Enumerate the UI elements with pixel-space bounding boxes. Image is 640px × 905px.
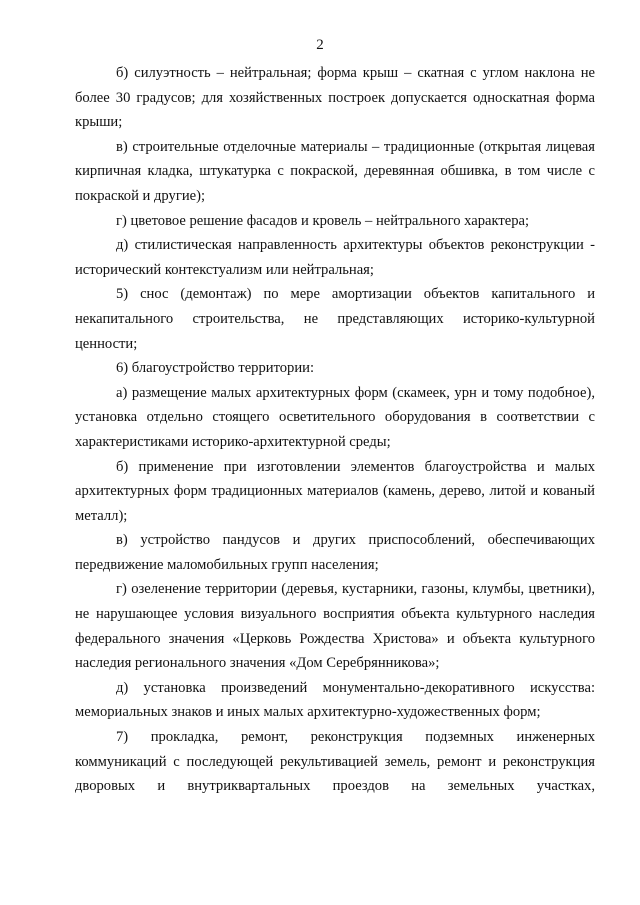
paragraph-v-ramps: в) устройство пандусов и других приспособлений, обеспечивающих передвижение маломобильных групп населения;	[75, 532, 595, 573]
paragraph-d-stylistic-direction: д) стилистическая направленность архитектуры объектов реконструкции - исторический контекстуализм или нейтральная;	[75, 237, 595, 278]
paragraph-v-finishing-materials: в) строительные отделочные материалы – традиционные (открытая лицевая кирпичная кладка, штукатурка с покраской, деревянная обшивка, в том числе с покраской и другие);	[75, 138, 595, 204]
paragraph-a-small-forms: а) размещение малых архитектурных форм (скамеек, урн и тому подобное), установка отдельно стоящего осветительного оборудования в соответствии с характеристиками историко-архитектурной среды;	[75, 384, 595, 450]
page-number: 2	[316, 37, 324, 53]
paragraph-b-silhouette: б) силуэтность – нейтральная; форма крыш – скатная с углом наклона не более 30 градусов; для хозяйственных построек допускается односкатная форма крыши;	[75, 65, 595, 131]
paragraph-5-demolition: 5) снос (демонтаж) по мере амортизации объектов капитального и некапитального строительства, не представляющих историко-культурной ценности;	[75, 286, 595, 352]
document-body	[75, 61, 595, 799]
paragraph-g-greening: г) озеленение территории (деревья, кустарники, газоны, клумбы, цветники), не нарушающее условия визуального восприятия объекта культурного наследия федерального значения «Церковь Рождества Христова» и объекта культурного наследия регионального значения «Дом Серебрянникова»;	[75, 581, 595, 672]
paragraph-g-color-solution: г) цветовое решение фасадов и кровель – нейтрального характера;	[116, 212, 530, 229]
paragraph-d-monumental-art: д) установка произведений монументально-декоративного искусства: мемориальных знаков и иных малых архитектурно-художественных форм;	[75, 679, 595, 721]
paragraph-6-landscaping: 6) благоустройство территории:	[116, 360, 315, 377]
paragraph-b-traditional-materials: б) применение при изготовлении элементов благоустройства и малых архитектурных форм традиционных материалов (камень, дерево, литой и кованый металл);	[75, 458, 595, 524]
paragraph-7-utilities: 7) прокладка, ремонт, реконструкция подземных инженерных коммуникаций с последующей рекультивацией земель, ремонт и реконструкция дворовых и внутриквартальных проездов на земельных участках,	[75, 729, 595, 795]
